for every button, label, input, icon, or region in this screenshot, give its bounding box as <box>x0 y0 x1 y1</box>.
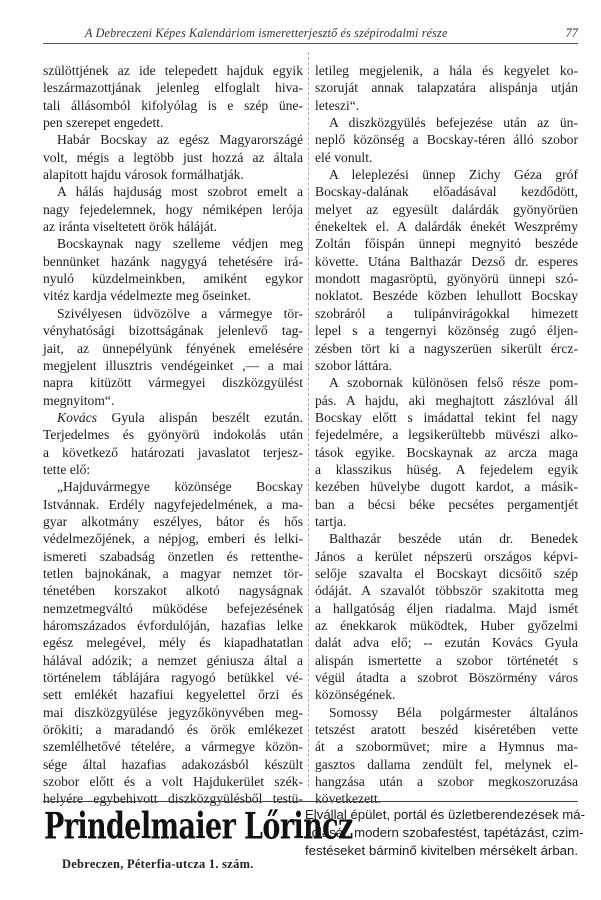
text-line: megjelent illusztris vendégeinket ,— a mai <box>43 357 303 373</box>
text-line: tette elő: <box>43 461 91 477</box>
text-line: A szobornak különösen felső része pom- <box>329 375 578 391</box>
text-line: noklatot. Beszéde közben lehullott Bocskay <box>315 288 578 304</box>
text-line: alispán ismertette a szobor történetét s <box>315 652 578 668</box>
text-line: Istvánnak. Erdély nagyfejedelmének, a ma- <box>43 496 303 512</box>
text-line: tartja. <box>315 513 347 529</box>
text-line: szobor láttára. <box>315 357 392 373</box>
text-line: alapitott hajdu városok formálhatják. <box>43 167 244 183</box>
text-line: tetlen bajnokának, a magyar nemzet tör- <box>43 565 303 581</box>
text-line: melyet az egyesült dalárdák gyönyörüen <box>315 201 578 217</box>
advertisement-rule <box>43 801 578 802</box>
text-line <box>43 409 303 426</box>
text-line: tetszést aratott beszéd kiséretében vette <box>315 722 578 738</box>
text-line: ismereti szabadság önzetlen és rettenthe- <box>43 548 303 564</box>
left-column <box>43 62 303 808</box>
text-line: Szivélyesen üdvözölve a vármegye tör- <box>57 305 303 321</box>
text-line: vitéz kardja védelmezte meg őseinket. <box>43 288 251 304</box>
text-line: Zoltán főispán ünnepi megnyitó beszéde <box>315 236 578 252</box>
text-line: dalát adva elő; -- ezután Kovács Gyula <box>315 635 578 651</box>
text-line: fejedelmére, a legsikerültebb müvészi alko- <box>315 427 578 443</box>
text-line: letileg megjelenik, a hála és kegyelet ko- <box>315 63 578 78</box>
text-line: szobráról a tulipánvirágokkal himezett <box>315 305 578 321</box>
right-column <box>315 62 578 808</box>
text-line: ténetében korszakot alkotó nagyságnak <box>43 583 303 599</box>
text-line: hálával adózik; a nemzet géniusza által a <box>43 652 303 668</box>
text-line: A hálás hajduság most szobrot emelt a <box>57 184 303 200</box>
text-line-rest: Gyula alispán beszélt ezután. <box>111 409 303 425</box>
text-line: elé vonult. <box>315 149 373 165</box>
text-line: szoruját annak talapzatára alispánja utján <box>315 80 578 96</box>
header-rule <box>43 43 578 44</box>
text-line: Habár Bocskay az egész Magyarországé <box>57 132 303 148</box>
text-line: pen szerepet engedett. <box>43 115 164 131</box>
text-line: gasztos dallama zendült fel, melynek el- <box>315 756 578 772</box>
text-line: nagy fejedelemnek, hogy némiképen lerója <box>43 201 303 217</box>
text-line: megnyitom“. <box>43 392 115 408</box>
text-line: pás. A hajdu, aki meghajtott zászlóval áll <box>315 392 578 408</box>
text-line: örökiti; a maradandó és örök emlékezet <box>43 722 303 738</box>
text-line: ódáját. A szavalót többször szakitotta meg <box>315 583 578 599</box>
text-line: tali állásomból kifolyólag is e szép üne- <box>43 97 303 113</box>
running-title: A Debreczeni Képes Kalendáriom ismeretterjesztő és szépirodalmi része <box>85 26 448 40</box>
text-line: egész melegével, mély és kiapadhatatlan <box>43 635 303 651</box>
text-line: mai diszközgyülése jegyzőkönyvében meg- <box>43 704 303 720</box>
text-line: védelmezőjének, a népjog, emberi és lelki- <box>43 531 303 547</box>
column-divider <box>308 52 309 787</box>
italic-name: Kovács <box>57 409 98 425</box>
text-line: végül átadta a szobrot Böszörmény város <box>315 670 578 686</box>
text-line: tások egyike. Bocskaynak az arcza maga <box>315 444 578 460</box>
text-line: kezében hüvelybe dugott kardot, a másik- <box>315 479 578 495</box>
text-line: vényhatósági bizottságának jelenlevő tag- <box>43 323 303 339</box>
text-line: követte. Utána Balthazár Dezső dr. esperes <box>315 253 578 269</box>
text-line: közönségének. <box>315 687 396 703</box>
text-line: Bocskay előtt s imádattal tekint fel nagy <box>315 409 578 425</box>
text-line: történelem táblájára ragyogó betükkel vé- <box>43 670 303 686</box>
text-line: a hallgatóság éljen riadalma. Majd ismét <box>315 600 578 616</box>
text-line: selője szavalta el Bocskayt dicsőitő szép <box>315 565 578 581</box>
text-line: át a szobormüvet; mire a Hymnus ma- <box>315 739 578 755</box>
text-line: jait, az ünnepélyünk fényének emelésére <box>43 340 303 356</box>
text-line: az énekkarok müködtek, Huber győzelmi <box>315 618 578 633</box>
text-line: Terjedelmes és gyönyörü indokolás után <box>43 427 303 443</box>
text-line: sett emlékét hazafiui kegyelettel őrzi és <box>43 687 303 703</box>
text-line: Somossy Béla polgármester általános <box>329 704 578 720</box>
text-line: a klasszikus hüség. A fejedelem egyik <box>315 461 578 477</box>
text-line: énekeltek el. A dalárdák énekét Weszprémy <box>315 219 578 235</box>
text-line: Bocskaynak nagy szelleme védjen meg <box>57 236 303 252</box>
advertisement-line: Elvállal épület, portál és üzletberendezések má- <box>305 807 586 822</box>
text-line: A diszközgyülés befejezése után az ün- <box>329 115 578 131</box>
advertisement-description <box>305 806 586 860</box>
text-line: zésben tört ki a nagyszerüen sikerült ércz- <box>315 340 578 356</box>
text-line: lepel s a tengernyi közönség zugó éljen- <box>315 323 578 339</box>
text-line: helyére egybehivott diszközgyülésből testü- <box>43 791 303 807</box>
advertisement-line: festéseket bárminő kivitelben mérsékelt árban. <box>305 843 578 858</box>
text-line: hangzása után a szobor megkoszoruzása <box>315 774 578 790</box>
text-line: a következő határozati javaslatot terjesz- <box>43 444 303 460</box>
running-header <box>43 26 578 42</box>
text-line: háromszázados évfordulóján, hazafias lelke <box>43 618 303 633</box>
text-line: nyuló küzdelmeinkben, amiként egykor <box>43 271 303 287</box>
text-line: sége által hazafias adakozásból készült <box>43 756 303 772</box>
advertisement-business-name: Prindelmaier Lőrincz <box>44 806 353 848</box>
text-line: nemzetmegváltó müködése befejezésének <box>43 600 303 616</box>
text-line: mondott magasröptü, gyönyörü ünnepi szó- <box>315 271 578 287</box>
text-line: bennünket hazánk nagygyá tehetésére irá- <box>43 253 303 269</box>
text-line: ban a bécsi béke pecsétes pergamentjét <box>315 496 578 512</box>
text-line: szemlélhetővé tételére, a vármegye közön- <box>43 739 303 755</box>
text-line: Balthazár beszéde után dr. Benedek <box>329 531 578 547</box>
text-line: napra kitüzött vármegyei diszközgyülést <box>43 375 303 391</box>
text-line: „Hajduvármegye közönsége Bocskay <box>57 479 303 495</box>
text-line: volt, mégis a legtöbb just hozzá az általa <box>43 149 303 165</box>
text-line: leszármazottjának jelenleg elfoglalt hiva- <box>43 80 303 96</box>
text-line: leteszi“. <box>315 97 360 113</box>
text-line: János a kerület népszerü országos képvi- <box>315 548 578 564</box>
text-line: neplő közönség a Bocskay-téren álló szobor <box>315 132 578 148</box>
text-line: szobor előtt és a volt Hajdukerület szék- <box>43 774 303 790</box>
text-line: az iránta viseltetett örök háláját. <box>43 219 217 235</box>
page-number: 77 <box>565 26 578 40</box>
advertisement-address: Debreczen, Péterfia-utcza 1. szám. <box>62 857 254 871</box>
advertisement-line: zolását, modern szobafestést, tapétázást, czim- <box>305 825 584 840</box>
text-line: szülöttjének az ide telepedett hajduk egyik <box>43 63 303 78</box>
text-line: A leleplezési ünnep Zichy Géza gróf <box>329 167 578 183</box>
text-line: következett. <box>315 791 382 807</box>
text-line: gyar alkotmány eszélyes, bátor és hős <box>43 513 303 529</box>
text-line: Bocskay-dalának előadásával kezdődött, <box>315 184 578 200</box>
